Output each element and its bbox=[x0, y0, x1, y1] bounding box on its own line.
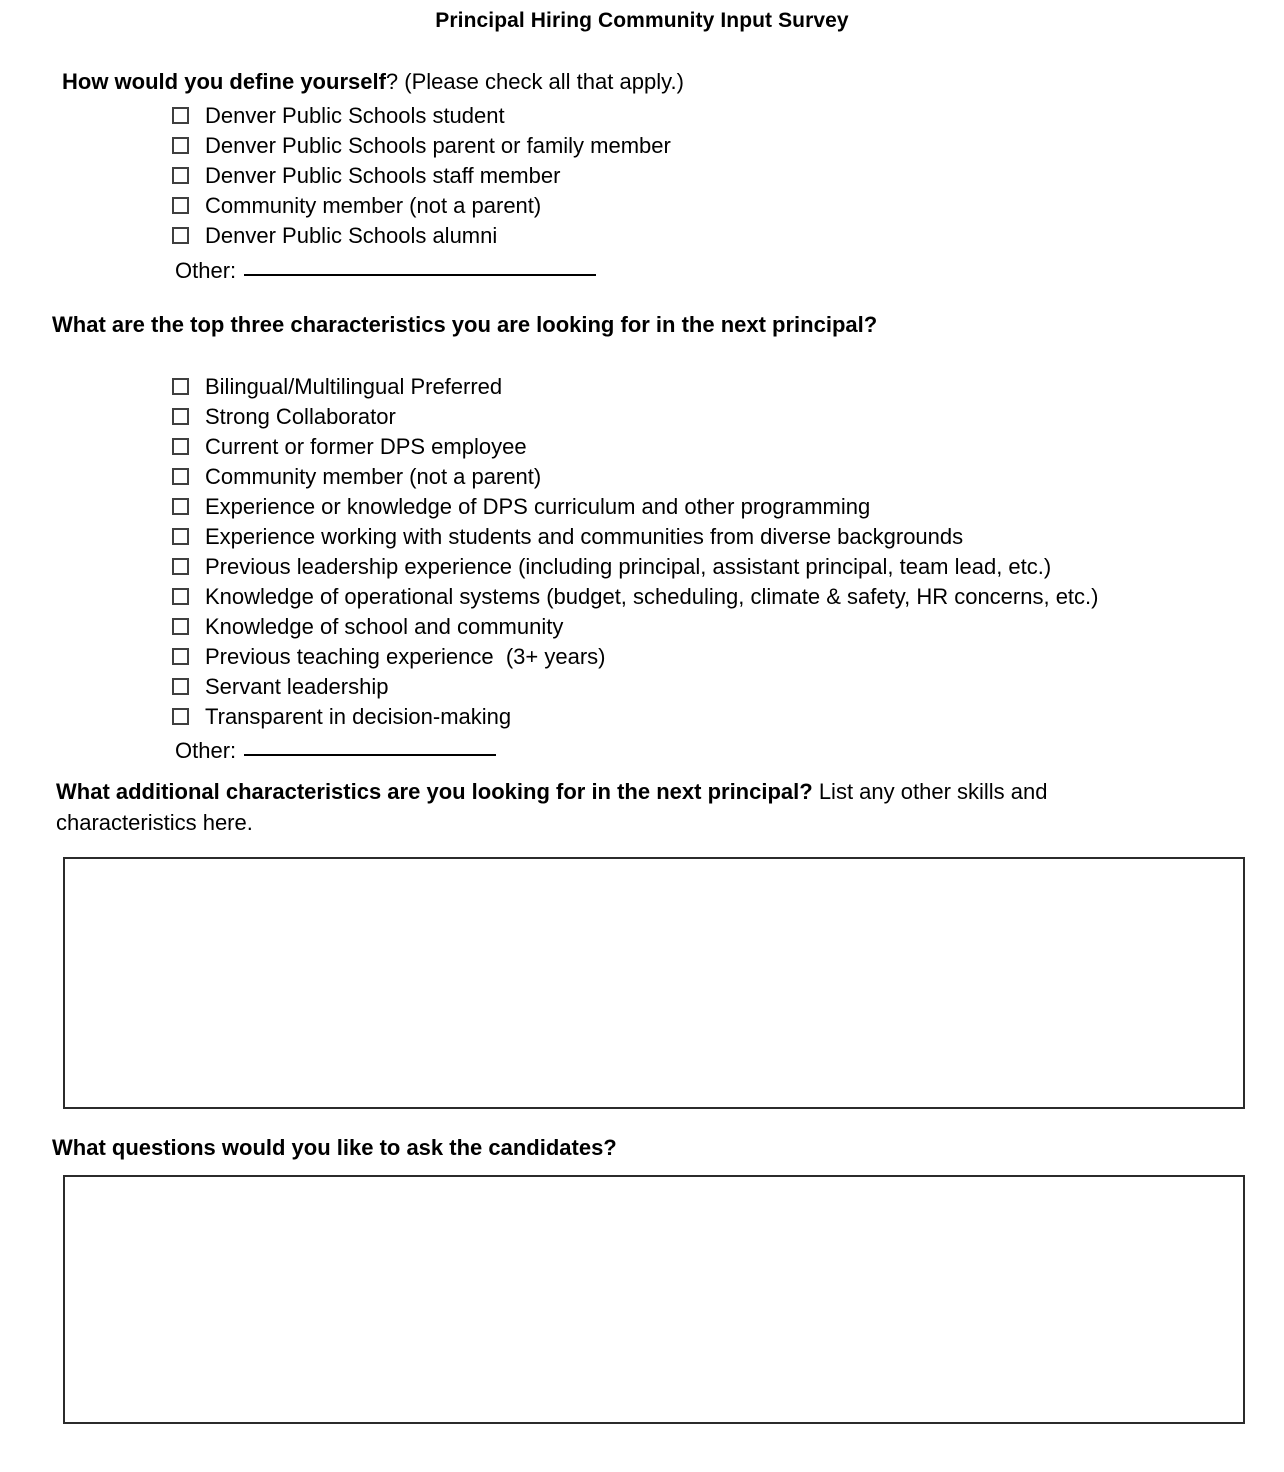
checkbox-option-row[interactable] bbox=[172, 522, 1098, 552]
checkbox-option-label: Community member (not a parent) bbox=[205, 193, 542, 218]
checkbox-option-row[interactable] bbox=[172, 492, 1098, 522]
checkbox-option-label: Previous leadership experience (including principal, assistant principal, team lead, etc.) bbox=[205, 554, 1052, 579]
checkbox-icon[interactable] bbox=[172, 167, 189, 184]
other-write-in-line[interactable] bbox=[244, 274, 596, 276]
checkbox-icon[interactable] bbox=[172, 468, 189, 485]
checkbox-option-row[interactable] bbox=[172, 432, 1098, 462]
checkbox-option-row[interactable] bbox=[172, 672, 1098, 702]
other-label: Other: bbox=[175, 738, 237, 763]
checkbox-option-row[interactable] bbox=[172, 402, 1098, 432]
checkbox-option-label: Denver Public Schools alumni bbox=[205, 223, 498, 248]
checkbox-option-row[interactable] bbox=[172, 101, 671, 131]
checkbox-option-label: Current or former DPS employee bbox=[205, 434, 527, 459]
checkbox-option-label: Experience or knowledge of DPS curriculum and other programming bbox=[205, 494, 871, 519]
checkbox-icon[interactable] bbox=[172, 528, 189, 545]
checkbox-icon[interactable] bbox=[172, 408, 189, 425]
question-3-heading bbox=[56, 776, 1141, 838]
checkbox-option-label: Previous teaching experience (3+ years) bbox=[205, 644, 606, 669]
page-title: Principal Hiring Community Input Survey bbox=[435, 9, 849, 32]
checkbox-option-label: Knowledge of school and community bbox=[205, 614, 564, 639]
checkbox-icon[interactable] bbox=[172, 588, 189, 605]
checkbox-icon[interactable] bbox=[172, 678, 189, 695]
question-2-option-list bbox=[172, 372, 1098, 732]
question-4-heading bbox=[52, 1132, 1052, 1163]
question-1-option-list bbox=[172, 101, 671, 251]
checkbox-icon[interactable] bbox=[172, 558, 189, 575]
checkbox-option-label: Denver Public Schools parent or family member bbox=[205, 133, 671, 158]
checkbox-icon[interactable] bbox=[172, 227, 189, 244]
checkbox-option-label: Community member (not a parent) bbox=[205, 464, 542, 489]
other-write-in-line[interactable] bbox=[244, 754, 496, 756]
checkbox-icon[interactable] bbox=[172, 618, 189, 635]
checkbox-option-row[interactable] bbox=[172, 462, 1098, 492]
question-3-heading-rest: List any other skills and characteristics here. bbox=[56, 779, 1048, 835]
checkbox-option-label: Transparent in decision-making bbox=[205, 704, 512, 729]
question-2-other-row bbox=[175, 736, 496, 765]
question-2-heading-bold: What are the top three characteristics you are looking for in the next principal? bbox=[52, 312, 878, 337]
question-3-heading-bold: What additional characteristics are you looking for in the next principal? bbox=[56, 779, 813, 804]
checkbox-option-row[interactable] bbox=[172, 642, 1098, 672]
checkbox-option-label: Knowledge of operational systems (budget, scheduling, climate & safety, HR concerns, etc.) bbox=[205, 584, 1099, 609]
question-1-heading bbox=[62, 66, 1162, 97]
question-4-heading-bold: What questions would you like to ask the candidates? bbox=[52, 1135, 617, 1160]
checkbox-option-label: Denver Public Schools student bbox=[205, 103, 505, 128]
question-4-answer-box[interactable] bbox=[63, 1175, 1245, 1424]
checkbox-option-label: Strong Collaborator bbox=[205, 404, 396, 429]
checkbox-icon[interactable] bbox=[172, 137, 189, 154]
other-label: Other: bbox=[175, 258, 237, 283]
checkbox-option-row[interactable] bbox=[172, 221, 671, 251]
checkbox-icon[interactable] bbox=[172, 648, 189, 665]
checkbox-option-row[interactable] bbox=[172, 612, 1098, 642]
checkbox-option-label: Bilingual/Multilingual Preferred bbox=[205, 374, 503, 399]
checkbox-option-row[interactable] bbox=[172, 552, 1098, 582]
checkbox-option-row[interactable] bbox=[172, 161, 671, 191]
checkbox-option-label: Experience working with students and communities from diverse backgrounds bbox=[205, 524, 964, 549]
checkbox-option-row[interactable] bbox=[172, 191, 671, 221]
checkbox-option-label: Servant leadership bbox=[205, 674, 389, 699]
question-1-heading-bold: How would you define yourself bbox=[62, 69, 386, 94]
checkbox-icon[interactable] bbox=[172, 708, 189, 725]
question-3-answer-box[interactable] bbox=[63, 857, 1245, 1109]
checkbox-icon[interactable] bbox=[172, 107, 189, 124]
question-1-heading-rest: ? (Please check all that apply.) bbox=[385, 69, 684, 94]
question-1-other-row bbox=[175, 256, 596, 285]
checkbox-option-row[interactable] bbox=[172, 131, 671, 161]
checkbox-icon[interactable] bbox=[172, 197, 189, 214]
checkbox-icon[interactable] bbox=[172, 378, 189, 395]
checkbox-option-row[interactable] bbox=[172, 582, 1098, 612]
checkbox-option-row[interactable] bbox=[172, 702, 1098, 732]
checkbox-option-label: Denver Public Schools staff member bbox=[205, 163, 561, 188]
question-2-heading bbox=[52, 309, 1202, 340]
checkbox-icon[interactable] bbox=[172, 438, 189, 455]
checkbox-option-row[interactable] bbox=[172, 372, 1098, 402]
checkbox-icon[interactable] bbox=[172, 498, 189, 515]
